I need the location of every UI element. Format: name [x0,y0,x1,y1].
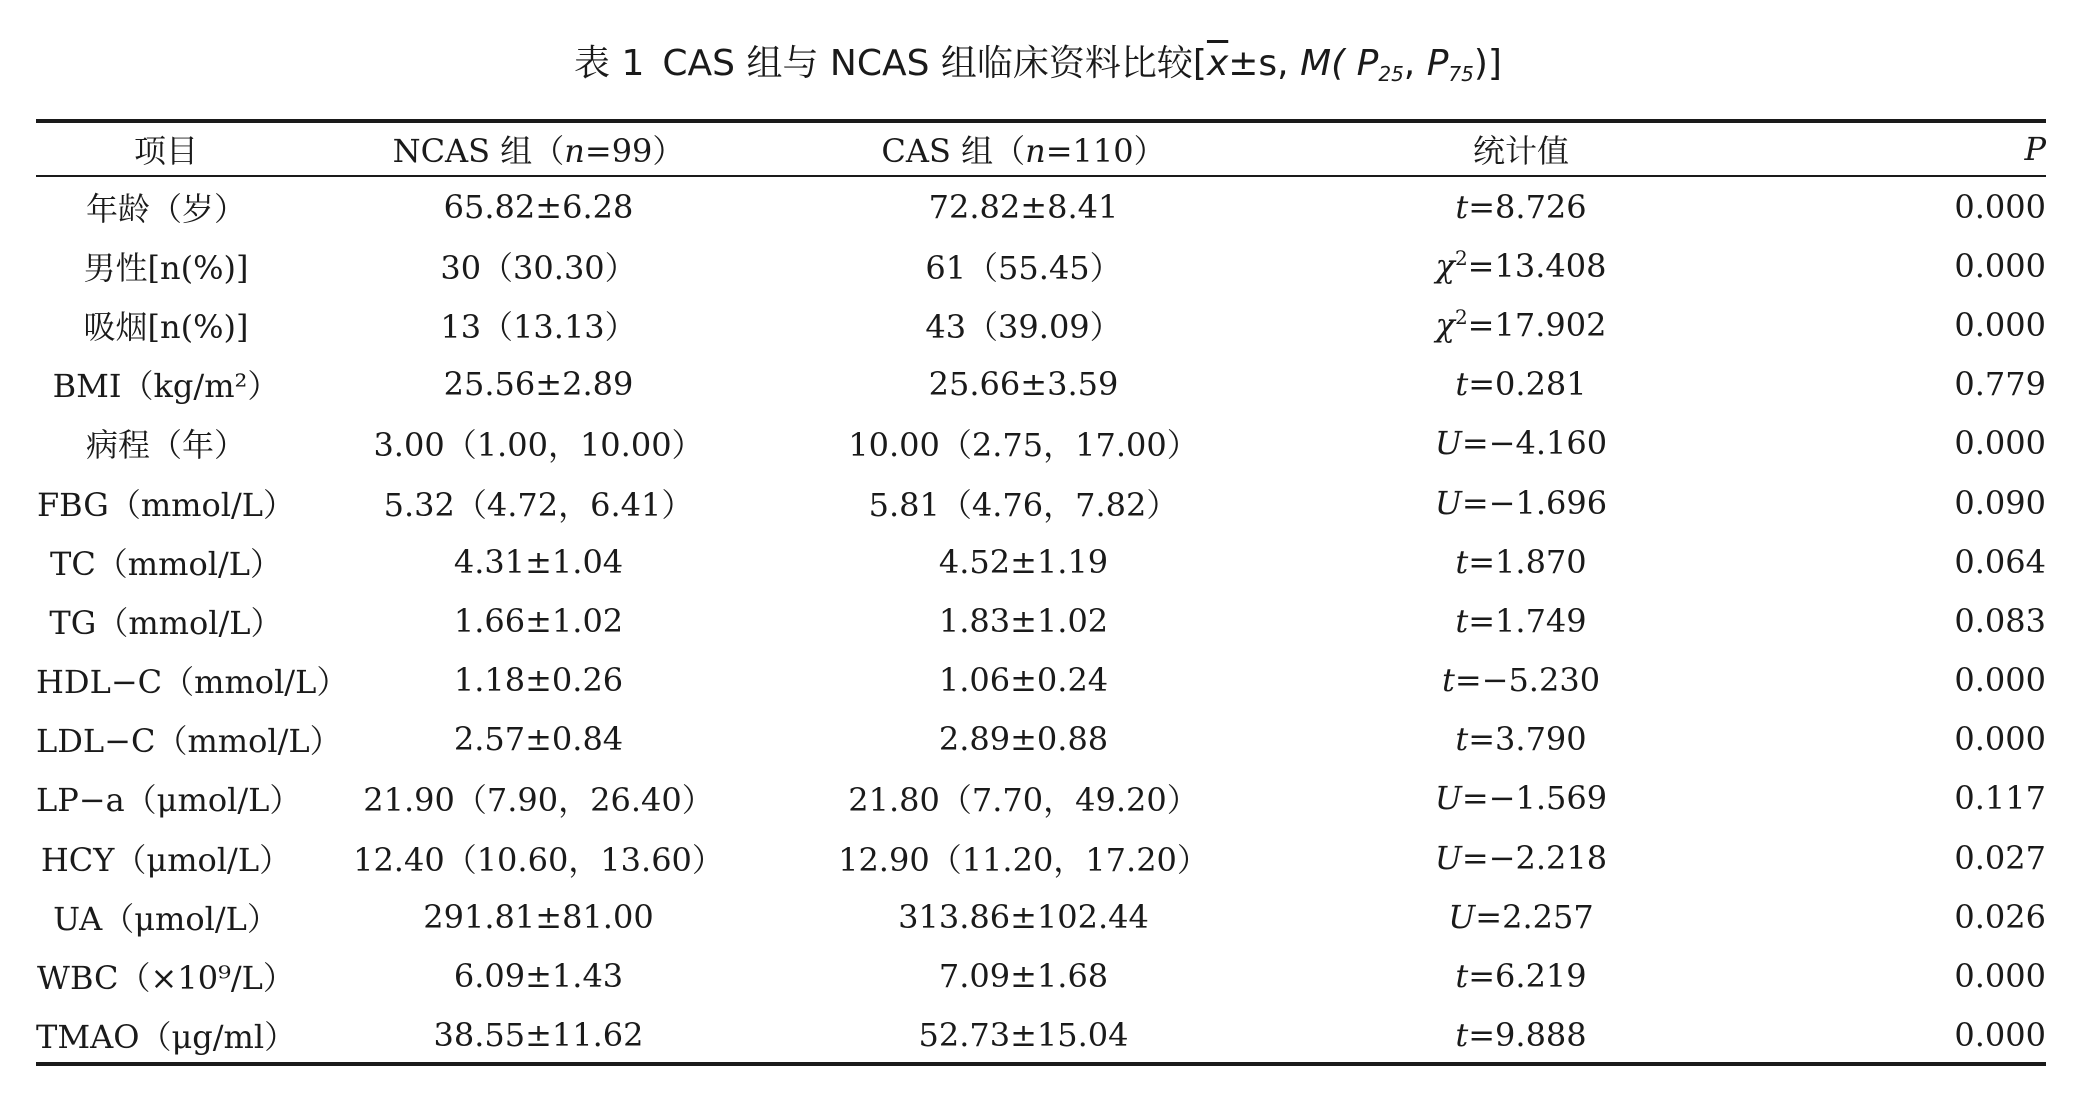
stat-value: =−1.569 [1461,779,1608,818]
cell-stat [1266,1006,1776,1065]
cell-ncas: 291.81±81.00 [423,897,654,936]
cell-cas: 43（39.09） [925,307,1122,346]
stat-symbol: U [1434,424,1462,463]
cell-cas: 1.06±0.24 [938,661,1109,700]
stat-value: =1.749 [1468,601,1587,640]
cell-stat [1266,769,1776,828]
header-row [36,121,2046,177]
stat-value: =9.888 [1468,1016,1587,1055]
table-row [36,946,2046,1005]
stat-symbol: U [1434,838,1462,877]
table-row [36,887,2046,946]
cell-stat [1266,710,1776,769]
stat-value: =1.870 [1468,542,1587,581]
cell-cas: 61（55.45） [925,248,1122,287]
table-row [36,710,2046,769]
cell-cas: 7.09±1.68 [938,957,1109,996]
cell-item: TC（mmol/L） [49,544,283,583]
cell-item: 男性[n(%)] [83,248,249,287]
cell-p: 0.000 [1954,424,2046,463]
cell-stat [1266,532,1776,591]
cell-cas: 5.81（4.76，7.82） [868,485,1179,524]
stat-symbol: t [1455,1016,1469,1055]
cell-ncas: 65.82±6.28 [443,187,634,226]
caption-mean-symbol: $\overline{x}$ [1206,43,1229,84]
table-row [36,414,2046,473]
cell-cas: 2.89±0.88 [938,720,1109,759]
stat-value: =2.257 [1475,897,1594,936]
cell-ncas: 1.18±0.26 [453,661,624,700]
table-row [36,177,2046,236]
cell-item: LP−a（μmol/L） [36,781,302,820]
table-row [36,473,2046,532]
cell-cas: 52.73±15.04 [918,1016,1129,1055]
cell-ncas: 3.00（1.00，10.00） [373,426,704,465]
cell-p: 0.000 [1954,1016,2046,1055]
header-cas-label: CAS 组（ [881,132,1026,170]
cell-item: 年龄（岁） [85,189,246,228]
cell-p: 0.117 [1954,779,2046,818]
stat-symbol: t [1455,957,1469,996]
table-row [36,828,2046,887]
cell-ncas: 13（13.13） [440,307,637,346]
stat-value: =−4.160 [1461,424,1608,463]
caption-comma: , [1403,43,1427,84]
cell-stat [1266,651,1776,710]
cell-item: LDL−C（mmol/L） [36,722,342,761]
stat-symbol: t [1455,365,1469,404]
cell-item: WBC（×10⁹/L） [37,959,295,998]
cell-item: FBG（mmol/L） [36,485,296,524]
table-body [36,177,2046,1065]
stat-value: =6.219 [1468,957,1587,996]
cell-cas: 21.80（7.70，49.20） [848,781,1199,820]
cell-p: 0.027 [1954,838,2046,877]
stat-value: =3.790 [1468,720,1587,759]
cell-p: 0.000 [1954,246,2046,285]
caption-p75: P [1426,43,1449,84]
cell-ncas: 1.66±1.02 [453,601,624,640]
cell-stat [1266,591,1776,650]
header-ncas [296,121,781,177]
stat-symbol: t [1455,720,1469,759]
cell-p: 0.090 [1954,483,2046,522]
header-ncas-n: n [564,132,585,170]
cell-stat [1266,414,1776,473]
cell-stat [1266,295,1776,354]
table-row [36,769,2046,828]
table-header [36,121,2046,177]
cell-item: 病程（年） [85,426,246,465]
cell-ncas: 12.40（10.60，13.60） [353,840,724,879]
cell-ncas: 5.32（4.72，6.41） [383,485,694,524]
caption-p25: P [1356,43,1379,84]
table-row [36,651,2046,710]
stat-symbol: t [1441,661,1455,700]
cell-item: BMI（kg/m²） [52,367,280,406]
stat-symbol: U [1434,483,1462,522]
cell-ncas: 4.31±1.04 [453,542,624,581]
stat-superscript: 2 [1454,245,1468,270]
cell-stat [1266,177,1776,236]
cell-cas: 313.86±102.44 [898,897,1149,936]
table-row [36,591,2046,650]
stat-value: =8.726 [1468,187,1587,226]
cell-ncas: 6.09±1.43 [453,957,624,996]
header-cas [781,121,1266,177]
cell-stat [1266,473,1776,532]
stat-symbol: t [1455,601,1469,640]
cell-p: 0.000 [1954,661,2046,700]
stat-value: =−1.696 [1461,483,1608,522]
cell-cas: 1.83±1.02 [938,601,1109,640]
cell-stat [1266,946,1776,1005]
cell-cas: 72.82±8.41 [928,187,1119,226]
stat-symbol: U [1434,779,1462,818]
cell-cas: 4.52±1.19 [938,542,1109,581]
cell-p: 0.026 [1954,897,2046,936]
header-cas-count: =110） [1045,132,1166,170]
header-ncas-count: =99） [584,132,685,170]
cell-ncas: 21.90（7.90，26.40） [363,781,714,820]
table-row [36,295,2046,354]
stat-symbol: U [1448,897,1476,936]
table-caption [0,34,2076,94]
comparison-table [36,121,2046,1065]
cell-p: 0.000 [1954,187,2046,226]
cell-item: TMAO（μg/ml） [36,1018,297,1057]
caption-close: )] [1473,43,1502,84]
stat-symbol: t [1455,542,1469,581]
table-row [36,1006,2046,1065]
stat-symbol: t [1455,187,1469,226]
cell-item: 吸烟[n(%)] [83,307,249,346]
cell-ncas: 25.56±2.89 [443,365,634,404]
cell-item: UA（μmol/L） [53,899,279,938]
stat-value: =0.281 [1468,365,1587,404]
caption-p75-sub: 75 [1448,62,1474,86]
stat-value: =17.902 [1467,305,1607,344]
stat-superscript: 2 [1454,304,1468,329]
cell-p: 0.779 [1954,365,2046,404]
stat-value: =−5.230 [1454,661,1601,700]
cell-ncas: 38.55±11.62 [433,1016,644,1055]
header-item: 项目 [133,132,198,170]
cell-stat [1266,236,1776,295]
cell-stat [1266,355,1776,414]
header-p: P [2024,130,2046,168]
caption-median: M( [1300,43,1357,84]
cell-cas: 12.90（11.20，17.20） [838,840,1209,879]
cell-stat [1266,887,1776,946]
header-cas-n: n [1025,132,1046,170]
cell-p: 0.064 [1954,542,2046,581]
cell-stat [1266,828,1776,887]
table-row [36,355,2046,414]
caption-p25-sub: 25 [1378,62,1404,86]
cell-item: HCY（μmol/L） [40,840,292,879]
cell-cas: 25.66±3.59 [928,365,1119,404]
table-row [36,236,2046,295]
header-ncas-label: NCAS 组（ [392,132,565,170]
stat-value: =13.408 [1467,246,1607,285]
cell-cas: 10.00（2.75，17.00） [848,426,1199,465]
stat-symbol: χ [1435,305,1455,344]
caption-pm-s: ±s, [1228,43,1301,84]
cell-p: 0.000 [1954,957,2046,996]
cell-ncas: 2.57±0.84 [453,720,624,759]
cell-p: 0.083 [1954,601,2046,640]
stat-value: =−2.218 [1461,838,1608,877]
cell-ncas: 30（30.30） [440,248,637,287]
stat-symbol: χ [1435,246,1455,285]
caption-label: 表 1 [574,43,645,84]
cell-item: TG（mmol/L） [49,603,283,642]
table-row [36,532,2046,591]
caption-text: CAS 组与 NCAS 组临床资料比较[ [662,43,1207,84]
cell-item: HDL−C（mmol/L） [36,663,349,702]
cell-p: 0.000 [1954,305,2046,344]
cell-p: 0.000 [1954,720,2046,759]
header-stat: 统计值 [1472,132,1569,170]
